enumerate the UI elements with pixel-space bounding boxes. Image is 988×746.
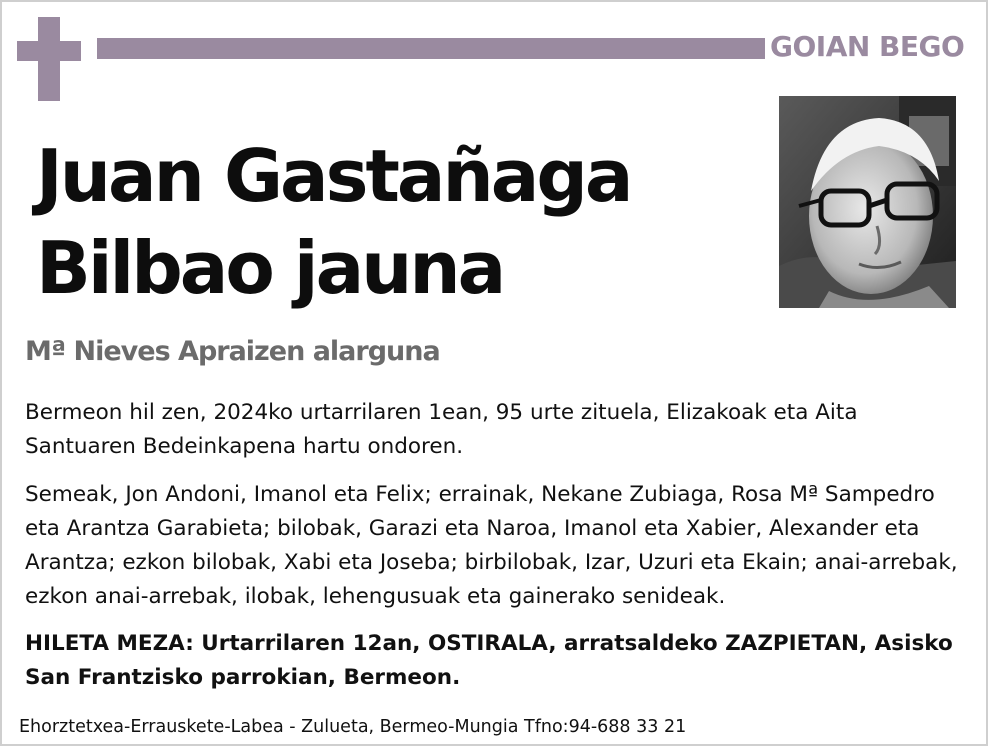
funeral-mass-paragraph: HILETA MEZA: Urtarrilaren 12an, OSTIRALA, arratsaldeko ZAZPIETAN, Asisko San Frantzisko parrokian, Bermeon. — [25, 631, 953, 690]
portrait-illustration — [779, 96, 956, 308]
death-notice-paragraph: Bermeon hil zen, 2024ko urtarrilaren 1ean, 95 urte zituela, Elizakoak eta Aita Santuaren Bedeinkapena hartu ondoren. — [25, 400, 858, 459]
header-divider-bar — [97, 38, 765, 59]
section-label: GOIAN BEGO — [770, 30, 965, 63]
deceased-name — [36, 130, 630, 314]
funeral-home-footer: Ehorztetxea-Errauskete-Labea - Zulueta, Bermeo-Mungia Tfno:94-688 33 21 — [19, 717, 687, 737]
cross-horizontal-bar — [17, 41, 81, 61]
name-line-1: Juan Gastañaga — [36, 134, 631, 218]
family-list-paragraph: Semeak, Jon Andoni, Imanol eta Felix; errainak, Nekane Zubiaga, Rosa Mª Sampedro eta Arantza Garabieta; bilobak, Garazi eta Naroa, Imanol eta Xabier, Alexander eta Arantza; ezkon bilobak, Xabi eta Joseba; birbilobak, Izar, Uzuri eta Ekain; anai-arrebak, ezkon anai-arrebak, ilobak, lehengusuak eta gainerako senideak. — [25, 482, 958, 609]
portrait-photo — [779, 96, 956, 308]
widow-of-subtitle: Mª Nieves Apraizen alarguna — [25, 336, 440, 367]
name-line-2: Bilbao jauna — [36, 226, 504, 310]
